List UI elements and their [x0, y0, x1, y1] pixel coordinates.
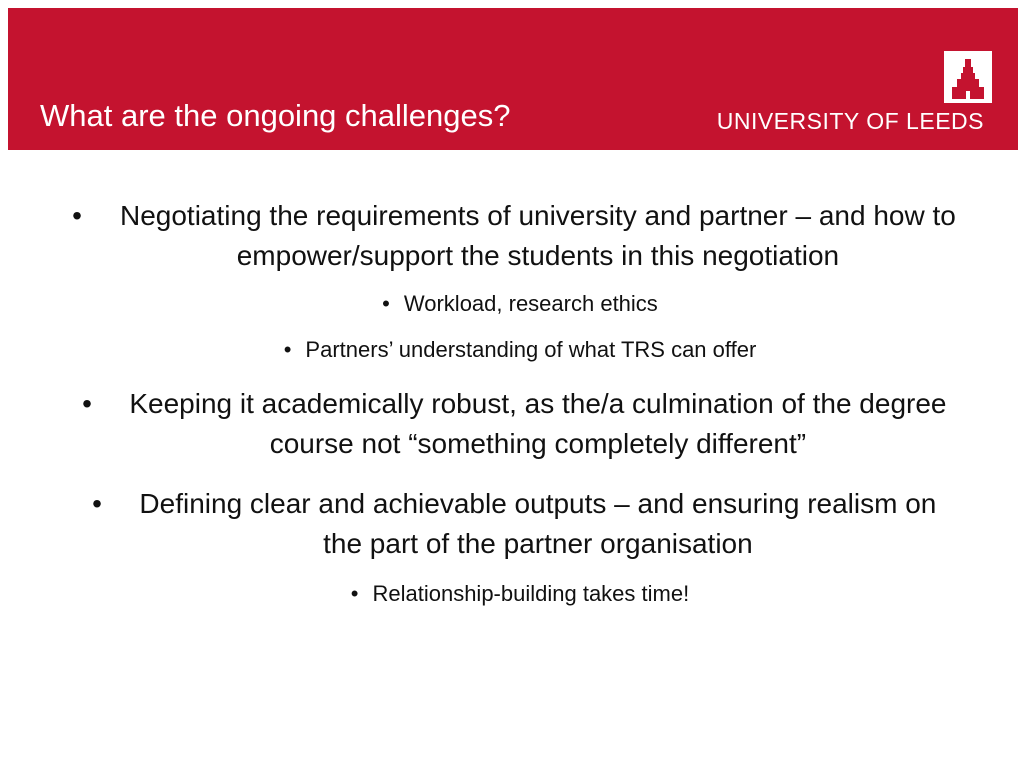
bullet-item [60, 484, 980, 564]
bullet-item [60, 384, 980, 464]
university-crest-logo [944, 51, 992, 103]
bullet-text: Relationship-building takes time! [372, 581, 690, 606]
bullet-icon: • [92, 488, 102, 519]
bullet-icon: • [82, 388, 92, 419]
sub-bullet-item [60, 336, 980, 364]
bullet-icon: • [72, 200, 82, 231]
bullet-text: Keeping it academically robust, as the/a culmination of the degree course not “something completely different” [129, 388, 947, 459]
slide-header [8, 8, 1018, 150]
bullet-text: Partners’ understanding of what TRS can offer [305, 337, 757, 362]
bullet-text: Workload, research ethics [403, 291, 658, 316]
university-wordmark: UNIVERSITY OF LEEDS [716, 108, 984, 134]
sub-bullet-item [60, 580, 980, 608]
slide-title: What are the ongoing challenges? [40, 98, 511, 133]
bullet-text: Negotiating the requirements of university and partner – and how to empower/support the students in this negotiation [119, 200, 956, 271]
bullet-icon: • [283, 337, 292, 362]
sub-bullet-item [60, 290, 980, 318]
bullet-icon: • [382, 291, 390, 316]
bullet-text: Defining clear and achievable outputs – and ensuring realism on the part of the partner organisation [139, 488, 937, 559]
bullet-item [60, 196, 980, 276]
bullet-list [60, 196, 980, 608]
bullet-icon: • [350, 581, 359, 606]
